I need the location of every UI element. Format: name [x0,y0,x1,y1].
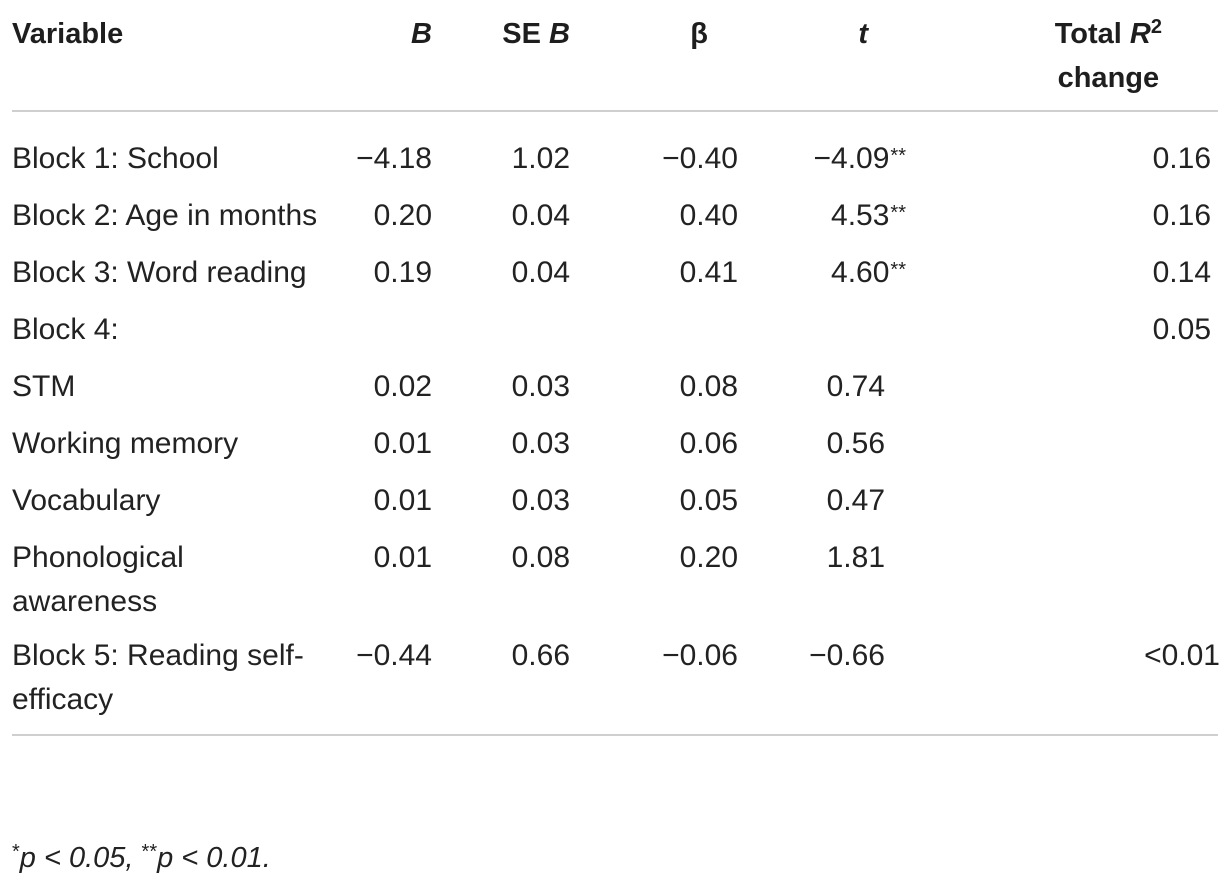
cell-b: 0.19 [373,256,432,289]
cell-t [738,412,918,469]
cell-t-value: 4.53 [831,199,890,232]
footnote-star-single: * [12,841,20,863]
header-se-b-letter: B [549,18,570,50]
cell-t-wrap [738,479,886,526]
cell-r2 [918,469,1218,526]
table-row [12,624,1218,735]
table-row [12,184,1218,241]
cell-t-value: 0.47 [826,484,885,517]
cell-r2-value: 0.05 [1152,313,1211,346]
header-total-r2-change [918,0,1218,111]
cell-t-value: −4.09 [813,142,890,175]
header-r2-superscript: 2 [1150,16,1162,38]
cell-t-significance: ** [890,145,906,167]
table-row [12,241,1218,298]
cell-se: 0.03 [511,370,570,403]
header-se-prefix: SE [502,18,550,50]
table-row [12,469,1218,526]
cell-t-wrap [738,137,906,184]
regression-table [12,0,1218,736]
cell-beta: 0.08 [679,370,738,403]
cell-se: 0.04 [511,199,570,232]
cell-r2-value: 0.16 [1152,142,1211,175]
cell-t-value: 1.81 [826,541,885,574]
cell-variable: STM [12,370,76,403]
table-row [12,111,1218,184]
table-header-row [12,0,1218,111]
footnote-part1: p < 0.05, [19,842,142,874]
cell-beta [570,298,738,355]
cell-r2 [918,412,1218,469]
cell-beta: −0.40 [662,142,738,175]
header-t-label: t [858,18,868,50]
table-row [12,412,1218,469]
cell-t [738,111,918,184]
cell-r2-value: 0.14 [1152,256,1211,289]
footnote-star-double: ** [141,841,158,863]
cell-t-wrap [738,536,886,583]
cell-r2 [918,111,1218,184]
cell-se: 0.66 [511,639,570,672]
footnote-part2: p < 0.01. [157,842,271,874]
cell-b: 0.01 [373,484,432,517]
cell-r2 [918,184,1218,241]
cell-t [738,355,918,412]
cell-variable: Phonological awareness [12,541,184,618]
cell-t-value: 0.56 [826,427,885,460]
cell-beta: 0.05 [679,484,738,517]
cell-t-value: −0.66 [809,639,885,672]
cell-t-wrap [738,194,906,241]
cell-b: −0.44 [356,639,432,672]
cell-t-wrap [738,308,906,355]
cell-variable: Block 2: Age in months [12,199,318,232]
cell-r2 [918,298,1218,355]
cell-beta: 0.20 [679,541,738,574]
cell-t-wrap [738,365,886,412]
cell-t-wrap [738,422,886,469]
header-se-b [432,0,570,111]
cell-t-value: 0.74 [826,370,885,403]
cell-b: 0.02 [373,370,432,403]
cell-beta: 0.41 [679,256,738,289]
cell-t [738,469,918,526]
cell-variable: Block 5: Reading self-efficacy [12,639,304,716]
cell-b: 0.01 [373,541,432,574]
cell-t-value: 4.60 [831,256,890,289]
cell-t-significance: ** [890,259,906,281]
table-row [12,298,1218,355]
cell-beta: −0.06 [662,639,738,672]
cell-variable: Working memory [12,427,239,460]
cell-variable: Block 3: Word reading [12,256,307,289]
regression-table-container [12,0,1220,736]
cell-b: 0.20 [373,199,432,232]
table-footnote [12,842,271,875]
cell-se: 0.04 [511,256,570,289]
cell-r2-value: 0.16 [1152,199,1211,232]
header-r2-change: change [1057,62,1160,94]
cell-beta: 0.06 [679,427,738,460]
cell-t [738,526,918,624]
cell-r2 [918,526,1218,624]
header-variable: Variable [12,18,124,50]
cell-se: 0.08 [511,541,570,574]
cell-b: −4.18 [356,142,432,175]
header-t [738,0,918,111]
cell-se: 1.02 [511,142,570,175]
cell-r2-value: <0.01 [1144,639,1220,672]
header-r2-block [1055,12,1162,100]
header-b: B [411,18,432,50]
cell-t [738,298,918,355]
cell-t [738,241,918,298]
cell-b [332,298,432,355]
cell-t [738,624,918,735]
cell-se [432,298,570,355]
cell-t-wrap [738,251,906,298]
table-row [12,355,1218,412]
cell-variable: Block 1: School [12,142,219,175]
cell-t [738,184,918,241]
cell-variable: Vocabulary [12,484,161,517]
cell-r2 [918,624,1218,735]
cell-r2 [918,355,1218,412]
header-r2-prefix: Total [1054,18,1130,50]
cell-variable: Block 4: [12,313,119,346]
cell-se: 0.03 [511,484,570,517]
cell-se: 0.03 [511,427,570,460]
cell-beta: 0.40 [679,199,738,232]
cell-r2 [918,241,1218,298]
cell-t-significance: ** [890,202,906,224]
header-beta: β [690,18,708,50]
header-r2-letter: R [1129,18,1151,50]
cell-t-wrap [738,634,886,681]
table-row [12,526,1218,624]
cell-b: 0.01 [373,427,432,460]
